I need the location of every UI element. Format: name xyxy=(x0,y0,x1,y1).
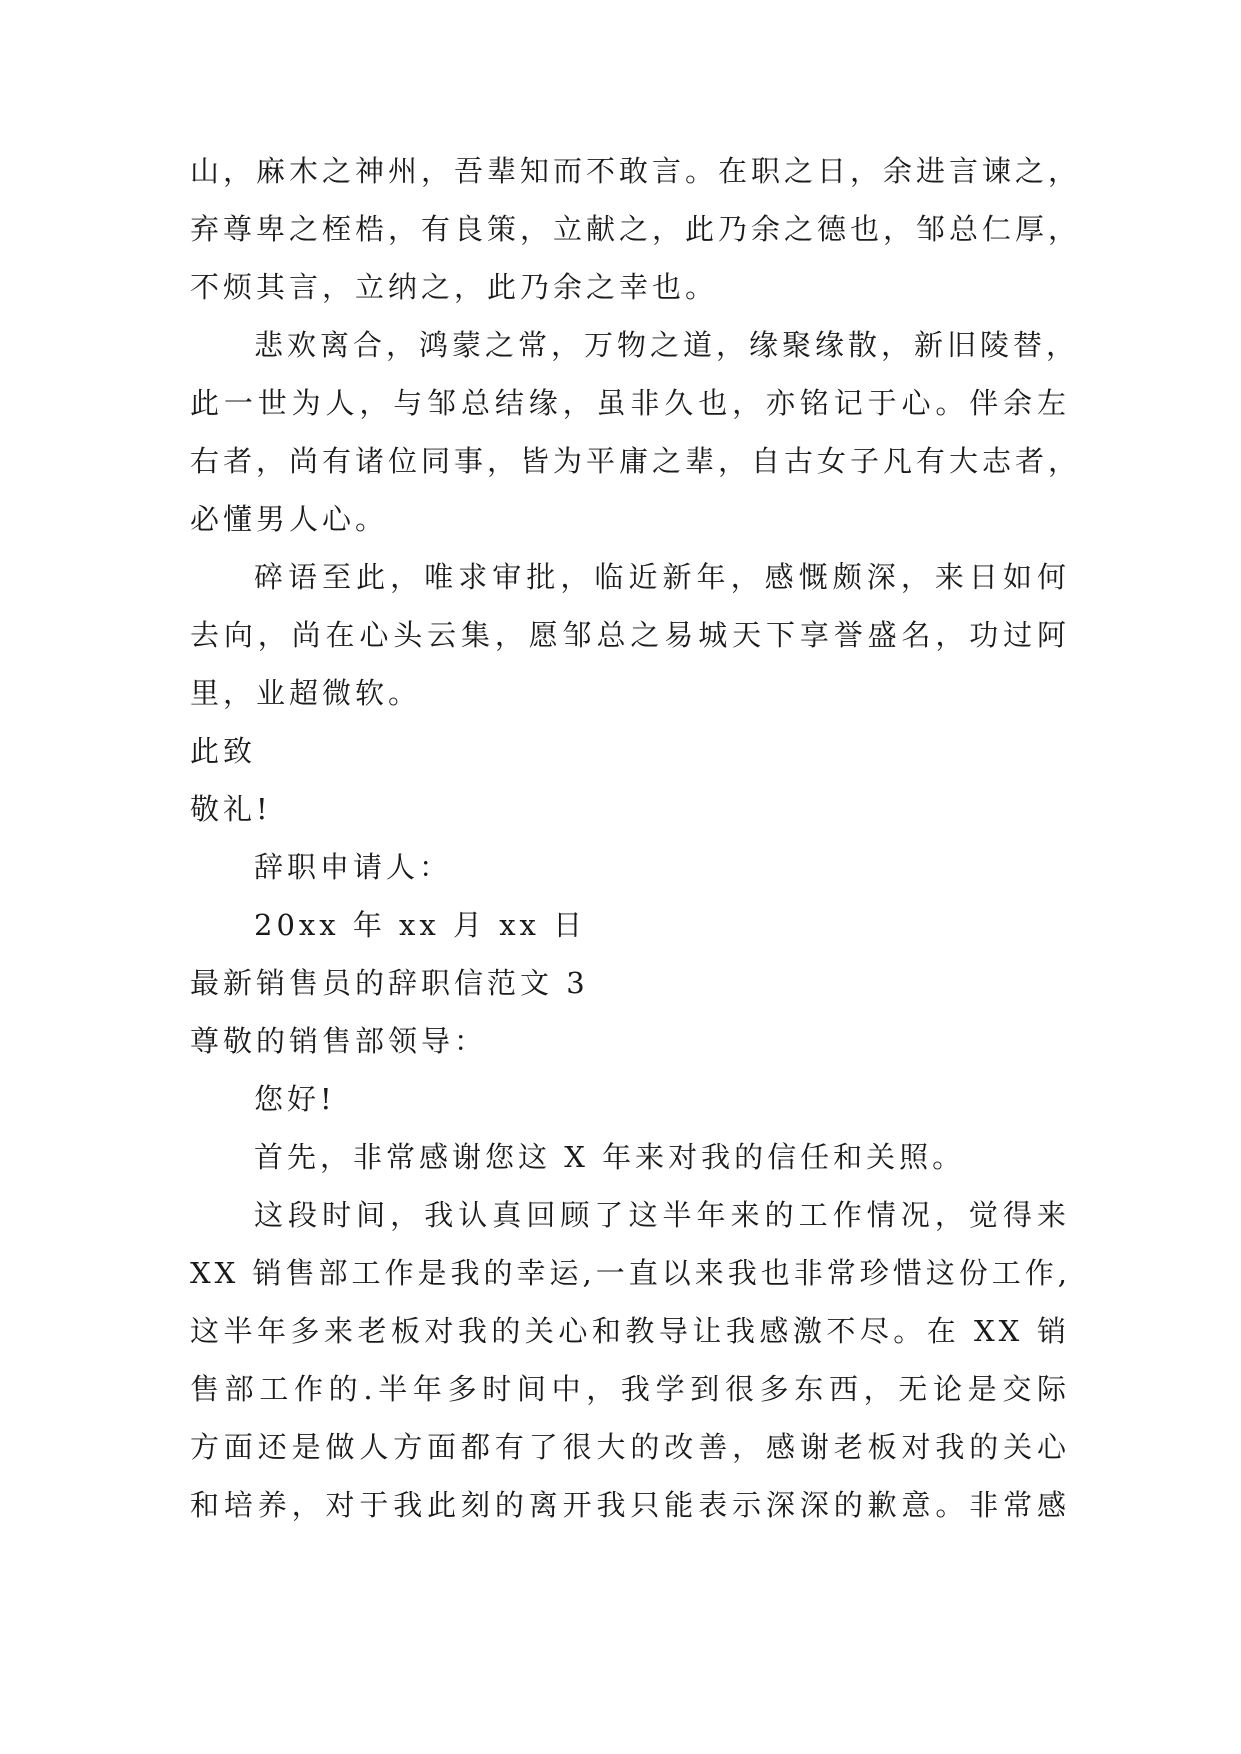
closing-salutation: 此致 xyxy=(190,734,257,768)
paragraph-line: 弃尊卑之桎梏，有良策，立献之，此乃余之德也，邹总仁厚， xyxy=(190,212,1082,246)
paragraph-line: 和培养，对于我此刻的离开我只能表示深深的歉意。非常感 xyxy=(190,1488,1070,1522)
letter-hello: 您好! xyxy=(254,1082,336,1116)
paragraph-line: 不烦其言，立纳之，此乃余之幸也。 xyxy=(190,270,719,304)
paragraph-line: 这半年多来老板对我的关心和教导让我感激不尽。在 XX 销 xyxy=(190,1314,1070,1348)
paragraph-line: 此一世为人，与邹总结缘，虽非久也，亦铭记于心。伴余左 xyxy=(190,386,1070,420)
section-title: 最新销售员的辞职信范文 3 xyxy=(190,966,589,1000)
signature-label: 辞职申请人： xyxy=(254,850,453,884)
letter-greeting: 尊敬的销售部领导： xyxy=(190,1024,488,1058)
paragraph-line: 碎语至此，唯求审批，临近新年，感慨颇深，来日如何 xyxy=(254,560,1070,594)
paragraph-line: 首先，非常感谢您这 X 年来对我的信任和关照。 xyxy=(254,1140,966,1174)
paragraph-line: XX 销售部工作是我的幸运,一直以来我也非常珍惜这份工作, xyxy=(190,1256,1071,1290)
paragraph-line: 这段时间，我认真回顾了这半年来的工作情况，觉得来 xyxy=(254,1198,1070,1232)
paragraph-line: 方面还是做人方面都有了很大的改善，感谢老板对我的关心 xyxy=(190,1430,1070,1464)
paragraph-line: 里，业超微软。 xyxy=(190,676,422,710)
paragraph-line: 必懂男人心。 xyxy=(190,502,389,536)
paragraph-line: 山，麻木之神州，吾辈知而不敢言。在职之日，余进言谏之， xyxy=(190,154,1082,188)
paragraph-line: 去向，尚在心头云集，愿邹总之易城天下享誉盛名，功过阿 xyxy=(190,618,1070,652)
closing-regards: 敬礼! xyxy=(190,792,272,826)
paragraph-line: 右者，尚有诸位同事，皆为平庸之辈，自古女子凡有大志者， xyxy=(190,444,1082,478)
paragraph-line: 悲欢离合，鸿蒙之常，万物之道，缘聚缘散，新旧陵替， xyxy=(254,328,1080,362)
signature-date: 20xx 年 xx 月 xx 日 xyxy=(254,908,587,942)
paragraph-line: 售部工作的.半年多时间中，我学到很多东西，无论是交际 xyxy=(190,1372,1070,1406)
